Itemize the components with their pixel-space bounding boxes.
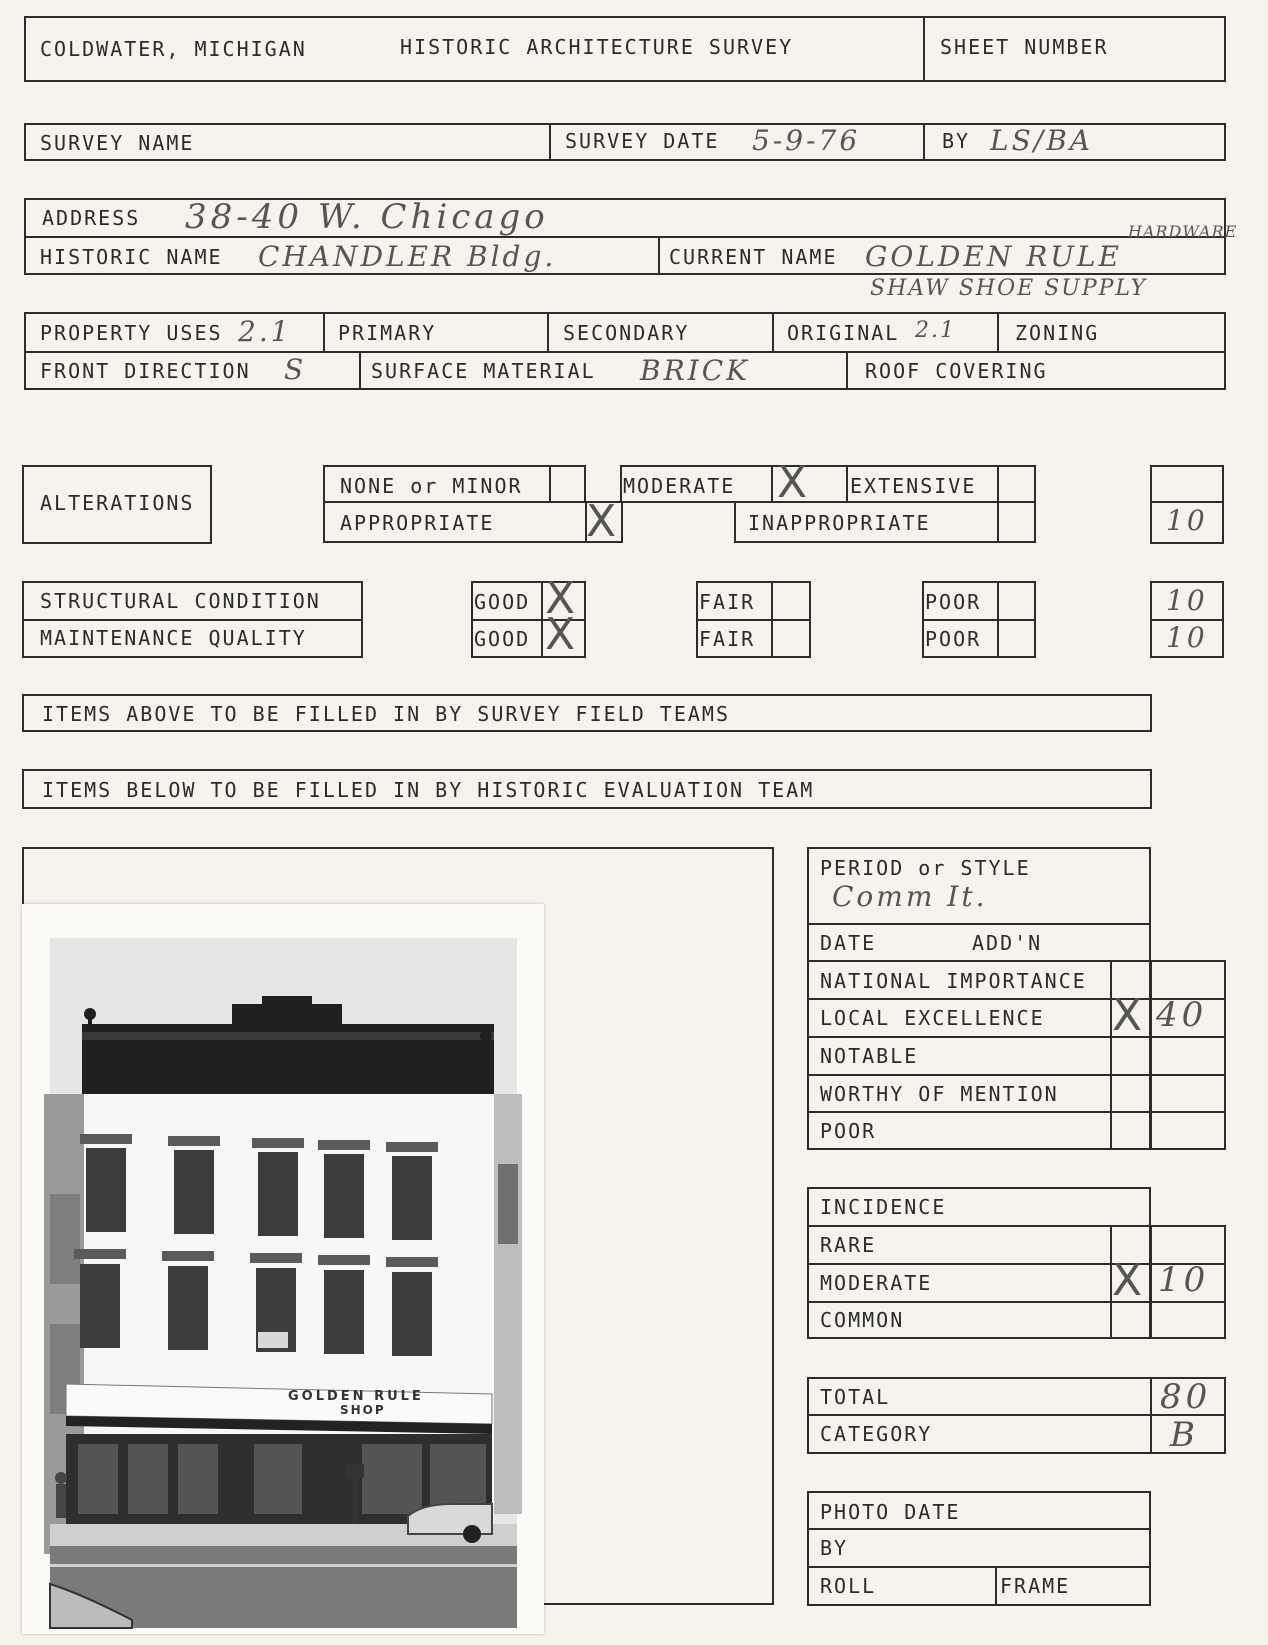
eval-row-label: NOTABLE bbox=[820, 1044, 919, 1068]
alt-none-minor-check-divider bbox=[549, 465, 551, 503]
survey-name-label: SURVEY NAME bbox=[40, 131, 195, 155]
alt-inappropriate-label: INAPPROPRIATE bbox=[748, 511, 931, 535]
incidence-row-score: 10 bbox=[1158, 1260, 1210, 1300]
address-divider-v bbox=[658, 236, 660, 275]
photo-info-line-2 bbox=[807, 1566, 1151, 1568]
alt-moderate-mark: X bbox=[777, 457, 808, 508]
period-style-value: Comm It. bbox=[832, 880, 988, 913]
eval-mark-divider bbox=[1110, 960, 1112, 1150]
alt-moderate-label: MODERATE bbox=[623, 474, 736, 498]
inc-line-4 bbox=[807, 1337, 1226, 1339]
store-sign-line-1: GOLDEN RULE bbox=[288, 1389, 424, 1404]
eval-row-label: NATIONAL IMPORTANCE bbox=[820, 969, 1087, 993]
eval-row-label: WORTHY OF MENTION bbox=[820, 1082, 1059, 1106]
sheet-number-label: SHEET NUMBER bbox=[940, 35, 1109, 59]
total-value: 80 bbox=[1160, 1377, 1212, 1417]
survey-by-label: BY bbox=[942, 129, 971, 153]
survey-divider-1 bbox=[549, 123, 551, 161]
structural-good-mark: X bbox=[545, 573, 576, 624]
alt-none-minor-label: NONE or MINOR bbox=[340, 474, 523, 498]
form-title: HISTORIC ARCHITECTURE SURVEY bbox=[400, 35, 794, 59]
photo-info-divider bbox=[995, 1566, 997, 1606]
city-label: COLDWATER, MICHIGAN bbox=[40, 37, 307, 61]
store-sign-line-2: SHOP bbox=[340, 1403, 386, 1417]
front-divider-2 bbox=[846, 351, 848, 390]
front-direction-value: S bbox=[284, 353, 307, 386]
surface-material-label: SURFACE MATERIAL bbox=[371, 359, 596, 383]
address-value: 38-40 W. Chicago bbox=[185, 197, 549, 237]
maintenance-fair-label: FAIR bbox=[699, 627, 756, 651]
eval-row-score: 40 bbox=[1156, 995, 1208, 1035]
maintenance-quality-label: MAINTENANCE QUALITY bbox=[40, 626, 307, 650]
eval-line-5 bbox=[807, 1074, 1226, 1076]
total-label: TOTAL bbox=[820, 1385, 891, 1409]
current-name-note-top: HARDWARE bbox=[1128, 222, 1238, 241]
maintenance-good-mark: X bbox=[545, 609, 576, 660]
alt-moderate-check-divider bbox=[771, 465, 773, 503]
alt-inappropriate-check-divider bbox=[997, 501, 999, 543]
fair-divider-v bbox=[771, 581, 773, 658]
primary-label: PRIMARY bbox=[338, 321, 437, 345]
survey-by-value: LS/BA bbox=[990, 124, 1094, 157]
alt-appropriate-label: APPROPRIATE bbox=[340, 511, 495, 535]
building-photo bbox=[22, 904, 544, 1634]
eval-row-label: LOCAL EXCELLENCE bbox=[820, 1006, 1045, 1030]
current-name-value: GOLDEN RULE bbox=[865, 240, 1122, 273]
incidence-row-label: COMMON bbox=[820, 1308, 905, 1332]
incidence-row-label: RARE bbox=[820, 1233, 877, 1257]
inc-line-3 bbox=[807, 1301, 1226, 1303]
maintenance-score: 10 bbox=[1166, 621, 1208, 654]
structural-score: 10 bbox=[1166, 584, 1208, 617]
original-value: 2.1 bbox=[915, 318, 956, 343]
uses-divider-3 bbox=[772, 312, 774, 351]
uses-divider-2 bbox=[547, 312, 549, 351]
eval-score-divider bbox=[1150, 960, 1152, 1150]
maintenance-good-label: GOOD bbox=[474, 627, 531, 651]
original-label: ORIGINAL bbox=[787, 321, 900, 345]
survey-date-value: 5-9-76 bbox=[752, 124, 861, 157]
header-divider bbox=[923, 16, 925, 82]
survey-date-label: SURVEY DATE bbox=[565, 129, 720, 153]
secondary-label: SECONDARY bbox=[563, 321, 690, 345]
eval-addn-label: ADD'N bbox=[972, 931, 1043, 955]
eval-row-mark: X bbox=[1112, 990, 1143, 1041]
totals-divider-v bbox=[1150, 1377, 1152, 1454]
alterations-label: ALTERATIONS bbox=[40, 491, 195, 515]
eval-row-label: POOR bbox=[820, 1119, 877, 1143]
frame-label: FRAME bbox=[1000, 1574, 1071, 1598]
alt-extensive-check-divider bbox=[997, 465, 999, 503]
maintenance-poor-label: POOR bbox=[925, 627, 982, 651]
eval-line-1 bbox=[807, 923, 1151, 925]
property-uses-value: 2.1 bbox=[238, 315, 292, 348]
eval-line-7 bbox=[807, 1148, 1226, 1150]
inc-line-1 bbox=[807, 1225, 1226, 1227]
survey-divider-2 bbox=[923, 123, 925, 161]
eval-date-label: DATE bbox=[820, 931, 877, 955]
property-uses-label: PROPERTY USES bbox=[40, 321, 223, 345]
condition-label-divider bbox=[22, 619, 363, 621]
current-name-label: CURRENT NAME bbox=[669, 245, 838, 269]
roll-label: ROLL bbox=[820, 1574, 877, 1598]
note-above: ITEMS ABOVE TO BE FILLED IN BY SURVEY FIELD TEAMS bbox=[42, 702, 731, 726]
historic-name-label: HISTORIC NAME bbox=[40, 245, 223, 269]
category-label: CATEGORY bbox=[820, 1422, 933, 1446]
front-direction-label: FRONT DIRECTION bbox=[40, 359, 251, 383]
alt-appropriate-mark: X bbox=[586, 496, 617, 547]
surface-material-value: BRICK bbox=[640, 354, 751, 387]
address-label: ADDRESS bbox=[42, 206, 141, 230]
incidence-row-mark: X bbox=[1112, 1255, 1143, 1306]
photo-info-line-1 bbox=[807, 1528, 1151, 1530]
structural-poor-label: POOR bbox=[925, 590, 982, 614]
uses-divider-1 bbox=[323, 312, 325, 351]
incidence-label: INCIDENCE bbox=[820, 1195, 947, 1219]
structural-fair-label: FAIR bbox=[699, 590, 756, 614]
eval-line-4 bbox=[807, 1036, 1226, 1038]
inc-score-right bbox=[1224, 1225, 1226, 1339]
alterations-score-divider bbox=[1150, 501, 1224, 503]
structural-good-label: GOOD bbox=[474, 590, 531, 614]
incidence-row-label: MODERATE bbox=[820, 1271, 933, 1295]
roof-covering-label: ROOF COVERING bbox=[865, 359, 1048, 383]
building-photo-image bbox=[22, 904, 544, 1634]
uses-divider-h bbox=[24, 351, 1226, 353]
eval-score-right bbox=[1224, 960, 1226, 1150]
category-value: B bbox=[1170, 1415, 1199, 1455]
period-style-label: PERIOD or STYLE bbox=[820, 856, 1031, 880]
good-divider-v bbox=[541, 581, 543, 658]
fair-divider-h bbox=[696, 619, 811, 621]
eval-line-2 bbox=[807, 960, 1226, 962]
poor-divider-v bbox=[997, 581, 999, 658]
note-below: ITEMS BELOW TO BE FILLED IN BY HISTORIC EVALUATION TEAM bbox=[42, 778, 815, 802]
photo-by-label: BY bbox=[820, 1536, 849, 1560]
historic-name-value: CHANDLER Bldg. bbox=[258, 240, 557, 273]
eval-line-6 bbox=[807, 1111, 1226, 1113]
uses-divider-4 bbox=[997, 312, 999, 351]
current-name-note-bottom: SHAW SHOE SUPPLY bbox=[870, 276, 1148, 301]
zoning-label: ZONING bbox=[1015, 321, 1100, 345]
front-divider-1 bbox=[359, 351, 361, 390]
structural-condition-label: STRUCTURAL CONDITION bbox=[40, 589, 321, 613]
poor-divider-h bbox=[922, 619, 1036, 621]
alt-extensive-label: EXTENSIVE bbox=[850, 474, 977, 498]
inc-score-divider bbox=[1150, 1225, 1152, 1339]
photo-date-label: PHOTO DATE bbox=[820, 1500, 961, 1524]
alterations-score: 10 bbox=[1166, 504, 1208, 537]
